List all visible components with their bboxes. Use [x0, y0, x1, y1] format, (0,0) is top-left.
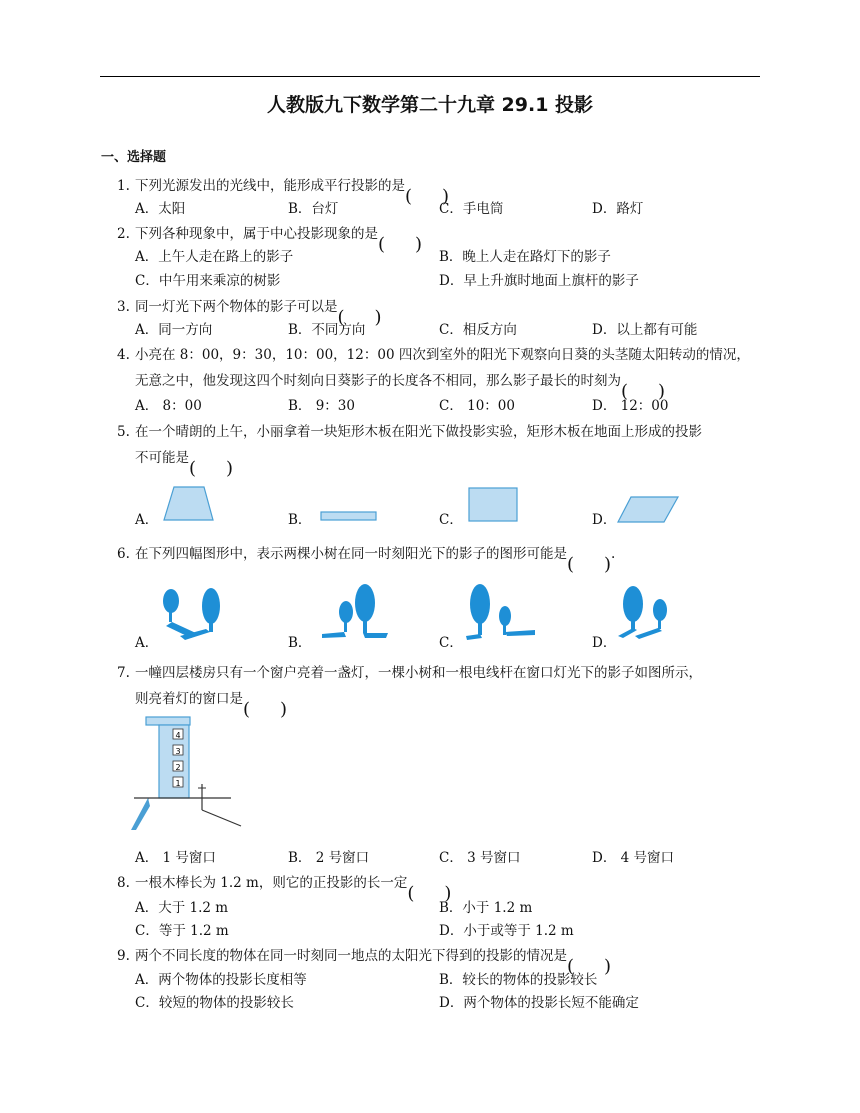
- option-d[interactable]: D．路灯: [592, 201, 644, 217]
- building-diagram: [126, 714, 256, 836]
- trees-image-b: [318, 578, 388, 642]
- option-b[interactable]: B．: [288, 512, 312, 528]
- option-b[interactable]: B．较长的物体的投影较长: [439, 972, 598, 988]
- window-3-label: 3: [175, 747, 181, 756]
- option-a[interactable]: A． 1 号窗口: [135, 850, 216, 866]
- option-b[interactable]: B． 9：30: [288, 398, 355, 414]
- option-a[interactable]: A．同一方向: [135, 322, 213, 338]
- question-7: 7. 一幢四层楼房只有一个窗户亮着一盏灯，一棵小树和一根电线杆在窗口灯光下的影子如图所示，: [117, 665, 702, 681]
- option-a[interactable]: A．: [135, 512, 159, 528]
- question-3: 3. 同一灯光下两个物体的影子可以是: [117, 299, 338, 315]
- option-b[interactable]: B．小于 1.2 m: [439, 900, 533, 916]
- option-b[interactable]: B．晚上人走在路灯下的影子: [439, 249, 611, 265]
- trees-image-d: [615, 580, 685, 642]
- option-a[interactable]: A．上午人走在路上的影子: [135, 249, 294, 265]
- trapezoid-shape: [160, 484, 220, 524]
- option-d[interactable]: D．两个物体的投影长短不能确定: [439, 995, 639, 1011]
- window-4-label: 4: [175, 731, 181, 740]
- option-c[interactable]: C．中午用来乘凉的树影: [135, 273, 281, 289]
- option-c[interactable]: C．相反方向: [439, 322, 517, 338]
- option-b[interactable]: B．: [288, 635, 312, 651]
- question-5: 5. 在一个晴朗的上午，小丽拿着一块矩形木板在阳光下做投影实验，矩形木板在地面上形成的投影: [117, 424, 702, 440]
- question-1: 1. 下列光源发出的光线中，能形成平行投影的是: [117, 178, 405, 194]
- header-rule: [100, 76, 760, 77]
- question-2: 2. 下列各种现象中，属于中心投影现象的是: [117, 226, 378, 242]
- option-c[interactable]: C． 3 号窗口: [439, 850, 521, 866]
- trees-image-c: [463, 578, 541, 642]
- question-5-cont: 不可能是: [135, 450, 189, 466]
- page-title: 人教版九下数学第二十九章 29.1 投影: [266, 94, 594, 116]
- question-6: 6. 在下列四幅图形中，表示两棵小树在同一时刻阳光下的影子的图形可能是 .: [117, 546, 616, 562]
- option-d[interactable]: D．小于或等于 1.2 m: [439, 923, 574, 939]
- option-c[interactable]: C．较短的物体的投影较长: [135, 995, 294, 1011]
- option-b[interactable]: B．不同方向: [288, 322, 366, 338]
- option-d[interactable]: D． 4 号窗口: [592, 850, 674, 866]
- option-b[interactable]: B．台灯: [288, 201, 339, 217]
- parallelogram-shape: [615, 494, 683, 526]
- option-c[interactable]: C．手电筒: [439, 201, 504, 217]
- question-4: 4. 小亮在 8：00，9：30，10：00，12：00 四次到室外的阳光下观察向日葵的头茎随太阳转动的情况，: [117, 347, 750, 363]
- question-9: 9. 两个不同长度的物体在同一时刻同一地点的太阳光下得到的投影的情况是: [117, 948, 567, 964]
- question-4-cont: 无意之中，他发现这四个时刻向日葵影子的长度各不相同，那么影子最长的时刻为: [135, 373, 621, 389]
- section-heading: 一、选择题: [101, 150, 167, 165]
- option-d[interactable]: D．以上都有可能: [592, 322, 698, 338]
- question-7-cont: 则亮着灯的窗口是: [135, 691, 243, 707]
- option-d[interactable]: D． 12：00: [592, 398, 669, 414]
- option-a[interactable]: A．太阳: [135, 201, 186, 217]
- option-a[interactable]: A．两个物体的投影长度相等: [135, 972, 307, 988]
- option-c[interactable]: C．: [439, 635, 463, 651]
- trees-image-a: [158, 582, 228, 644]
- option-a[interactable]: A．大于 1.2 m: [135, 900, 229, 916]
- option-a[interactable]: A． 8：00: [135, 398, 202, 414]
- option-c[interactable]: C． 10：00: [439, 398, 515, 414]
- rectangle-shape: [466, 486, 520, 526]
- option-c[interactable]: C．等于 1.2 m: [135, 923, 229, 939]
- option-c[interactable]: C．: [439, 512, 463, 528]
- option-d[interactable]: D．: [592, 635, 617, 651]
- thin-rectangle-shape: [318, 509, 380, 525]
- window-2-label: 2: [175, 763, 181, 772]
- window-1-label: 1: [175, 779, 181, 788]
- question-8: 8. 一根木棒长为 1.2 m，则它的正投影的长一定: [117, 875, 408, 891]
- option-a[interactable]: A．: [135, 635, 159, 651]
- option-d[interactable]: D．: [592, 512, 617, 528]
- option-d[interactable]: D．早上升旗时地面上旗杆的影子: [439, 273, 639, 289]
- option-b[interactable]: B． 2 号窗口: [288, 850, 370, 866]
